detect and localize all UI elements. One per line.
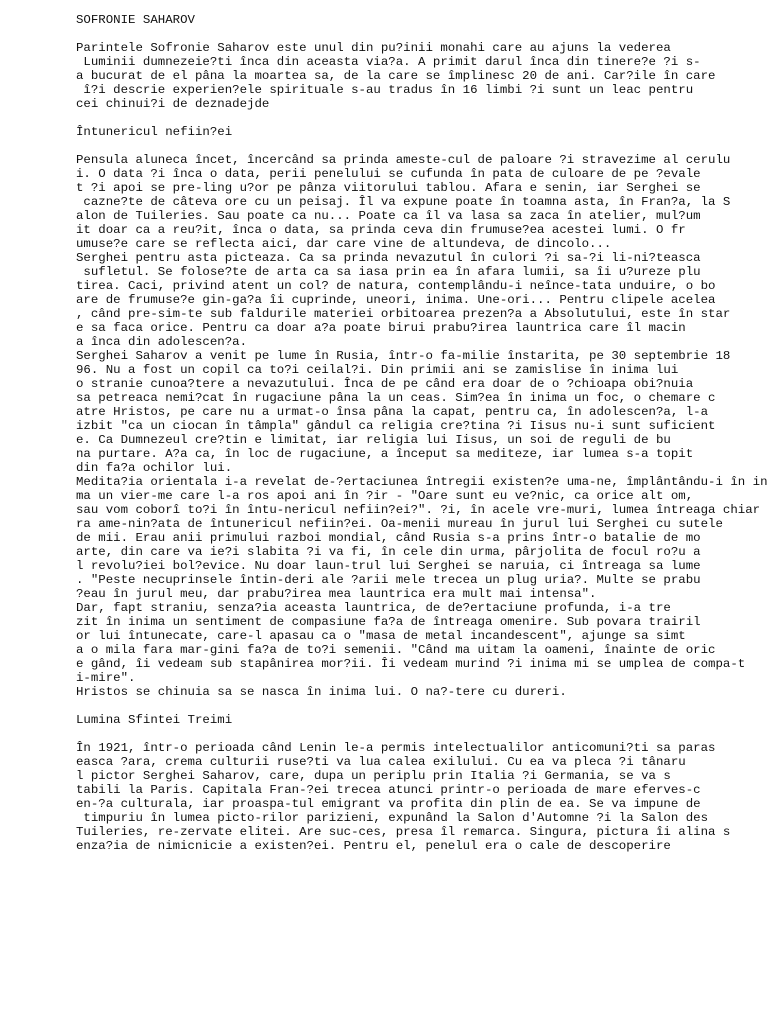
text-line: i. O data ?i înca o data, perii penelului se cufunda în pata de culoare de pe ?evale [76,167,701,181]
text-line: sau vom coborî to?i în întu-nericul nefiin?ei?". ?i, în acele vre-muri, lumea întreaga chiar [76,503,761,517]
text-line: t ?i apoi se pre-ling u?or pe pânza viitorului tablou. Afara e senin, iar Serghei se [76,181,701,195]
text-line: i-mire". [76,671,136,685]
text-line: umuse?e care se reflecta aici, dar care vine de altundeva, de dincolo... [76,237,612,251]
paragraph [76,741,768,853]
text-line: Medita?ia orientala i-a revelat de-?ertaciunea întregii existen?e uma-ne, împlântându-i în in [76,475,768,489]
text-line: atre Hristos, pe care nu a urmat-o însa pâna la capat, pentru ca, în adolescen?a, l-a [76,405,709,419]
text-line: arte, din care va ie?i slabita ?i va fi, în cele din urma, pârjolita de focul ro?u a [76,545,701,559]
text-line: cazne?te de câteva ore cu un peisaj. Îl va expune poate în toamna asta, în Fran?a, la S [76,195,731,209]
text-line: Tuileries, re-zervate elitei. Are suc-ces, presa îl remarca. Singura, pictura îi alina s [76,825,731,839]
text-line: de mii. Erau anii primului razboi mondial, când Rusia s-a prins într-o batalie de mo [76,531,701,545]
text-line: l revolu?iei bol?evice. Nu doar laun-trul lui Serghei se naruia, ci întreaga sa lume [76,559,701,573]
text-line: e sa faca orice. Pentru ca doar a?a poate birui prabu?irea launtrica care îl macin [76,321,686,335]
text-line: Hristos se chinuia sa se nasca în inima lui. O na?-tere cu dureri. [76,685,567,699]
text-line: a bucurat de el pâna la moartea sa, de la care se împlinesc 20 de ani. Car?ile în care [76,69,716,83]
section-heading [76,713,768,727]
text-line: enza?ia de nimicnicie a existen?ei. Pentru el, penelul era o cale de descoperire [76,839,671,853]
text-line: it doar ca a reu?it, înca o data, sa prinda ceva din frumuse?ea acestei lumi. O fr [76,223,686,237]
text-line: , când pre-sim-te sub faldurile materiei orbitoarea prezen?a a Absolutului, este în star [76,307,731,321]
text-line: zit în inima un sentiment de compasiune fa?a de întreaga omenire. Sub povara trairil [76,615,701,629]
text-line: î?i descrie experien?ele spirituale s-au tradus în 16 limbi ?i sunt un leac pentru [76,83,694,97]
text-line: sa petreaca nemi?cat în rugaciune pâna la un ceas. Sim?ea în inima un foc, o chemare c [76,391,716,405]
text-line: easca ?ara, crema culturii ruse?ti va lua calea exilului. Cu ea va pleca ?i tânaru [76,755,686,769]
text-line: en-?a culturala, iar proaspa-tul emigrant va profita din plin de ea. Se va impune de [76,797,701,811]
paragraph [76,41,768,111]
text-line: Întunericul nefiin?ei [76,125,233,139]
text-line: cei chinui?i de deznadejde [76,97,270,111]
paragraph [76,153,768,699]
text-line: l pictor Serghei Saharov, care, dupa un periplu prin Italia ?i Germania, se va s [76,769,671,783]
text-line: o stranie cunoa?tere a nevazutului. Înca de pe când era doar de o ?chioapa obi?nuia [76,377,694,391]
text-line: e gând, îi vedeam sub stapânirea mor?ii. Îi vedeam murind ?i inima mi se umplea de compa-t [76,657,746,671]
text-line: Pensula aluneca încet, încercând sa prinda ameste-cul de paloare ?i stravezime al cerulu [76,153,731,167]
text-line: În 1921, într-o perioada când Lenin le-a permis intelectualilor anticomuni?ti sa paras [76,741,716,755]
section-heading [76,125,768,139]
text-line: or lui întunecate, care-l apasau ca o "masa de metal incandescent", ajunge sa simt [76,629,686,643]
text-line: e. Ca Dumnezeul cre?tin e limitat, iar religia lui Iisus, un soi de reguli de bu [76,433,671,447]
paragraph-gap [76,139,768,153]
text-line: Parintele Sofronie Saharov este unul din pu?inii monahi care au ajuns la vederea [76,41,671,55]
text-line: din fa?a ochilor lui. [76,461,233,475]
text-line: na purtare. A?a ca, în loc de rugaciune, a început sa mediteze, iar lumea s-a topit [76,447,694,461]
text-line: Serghei pentru asta picteaza. Ca sa prinda nevazutul în culori ?i sa-?i li-ni?teasca [76,251,701,265]
text-line: . "Peste necuprinsele întin-deri ale ?arii mele trecea un plug uria?. Multe se prabu [76,573,701,587]
text-line: ?eau în jurul meu, dar prabu?irea mea launtrica era mult mai intensa". [76,587,597,601]
text-line: Lumina Sfintei Treimi [76,713,233,727]
text-line: 96. Nu a fost un copil ca to?i ceilal?i. Din primii ani se zamislise în inima lui [76,363,679,377]
text-line: ra ame-nin?ata de întunericul nefiin?ei. Oa-menii mureau în jurul lui Serghei cu sutele [76,517,723,531]
text-line: Luminii dumnezeie?ti înca din aceasta via?a. A primit darul înca din tinere?e ?i s- [76,55,701,69]
text-line: Dar, fapt straniu, senza?ia aceasta launtrica, de de?ertaciune profunda, i-a tre [76,601,671,615]
document-body [76,13,768,853]
text-line: tabili la Paris. Capitala Fran-?ei trecea atunci printr-o perioada de mare eferves-c [76,783,701,797]
paragraph-gap [76,699,768,713]
text-line: SOFRONIE SAHAROV [76,13,195,27]
text-line: timpuriu în lumea picto-rilor parizieni, expunând la Salon d'Automne ?i la Salon des [76,811,709,825]
paragraph-gap [76,27,768,41]
text-line: tirea. Caci, privind atent un col? de natura, contemplându-i neînce-tata unduire, o bo [76,279,716,293]
text-line: ma un vier-me care l-a ros apoi ani în ?ir - "Oare sunt eu ve?nic, ca orice alt om, [76,489,694,503]
text-line: are de frumuse?e gin-ga?a îi cuprinde, uneori, inima. Une-ori... Pentru clipele acelea [76,293,716,307]
text-line: Serghei Saharov a venit pe lume în Rusia, într-o fa-milie înstarita, pe 30 septembrie 18 [76,349,731,363]
text-line: sufletul. Se folose?te de arta ca sa iasa prin ea în afara lumii, sa îi u?ureze plu [76,265,701,279]
text-line: izbit "ca un ciocan în tâmpla" gândul ca religia cre?tina ?i Iisus nu-i sunt suficient [76,419,716,433]
text-line: a o mila fara mar-gini fa?a de to?i semenii. "Când ma uitam la oameni, înainte de oric [76,643,716,657]
text-line: alon de Tuileries. Sau poate ca nu... Poate ca îl va lasa sa zaca în atelier, mul?um [76,209,701,223]
paragraph-gap [76,111,768,125]
paragraph-gap [76,727,768,741]
document-title [76,13,768,27]
text-line: a înca din adolescen?a. [76,335,248,349]
